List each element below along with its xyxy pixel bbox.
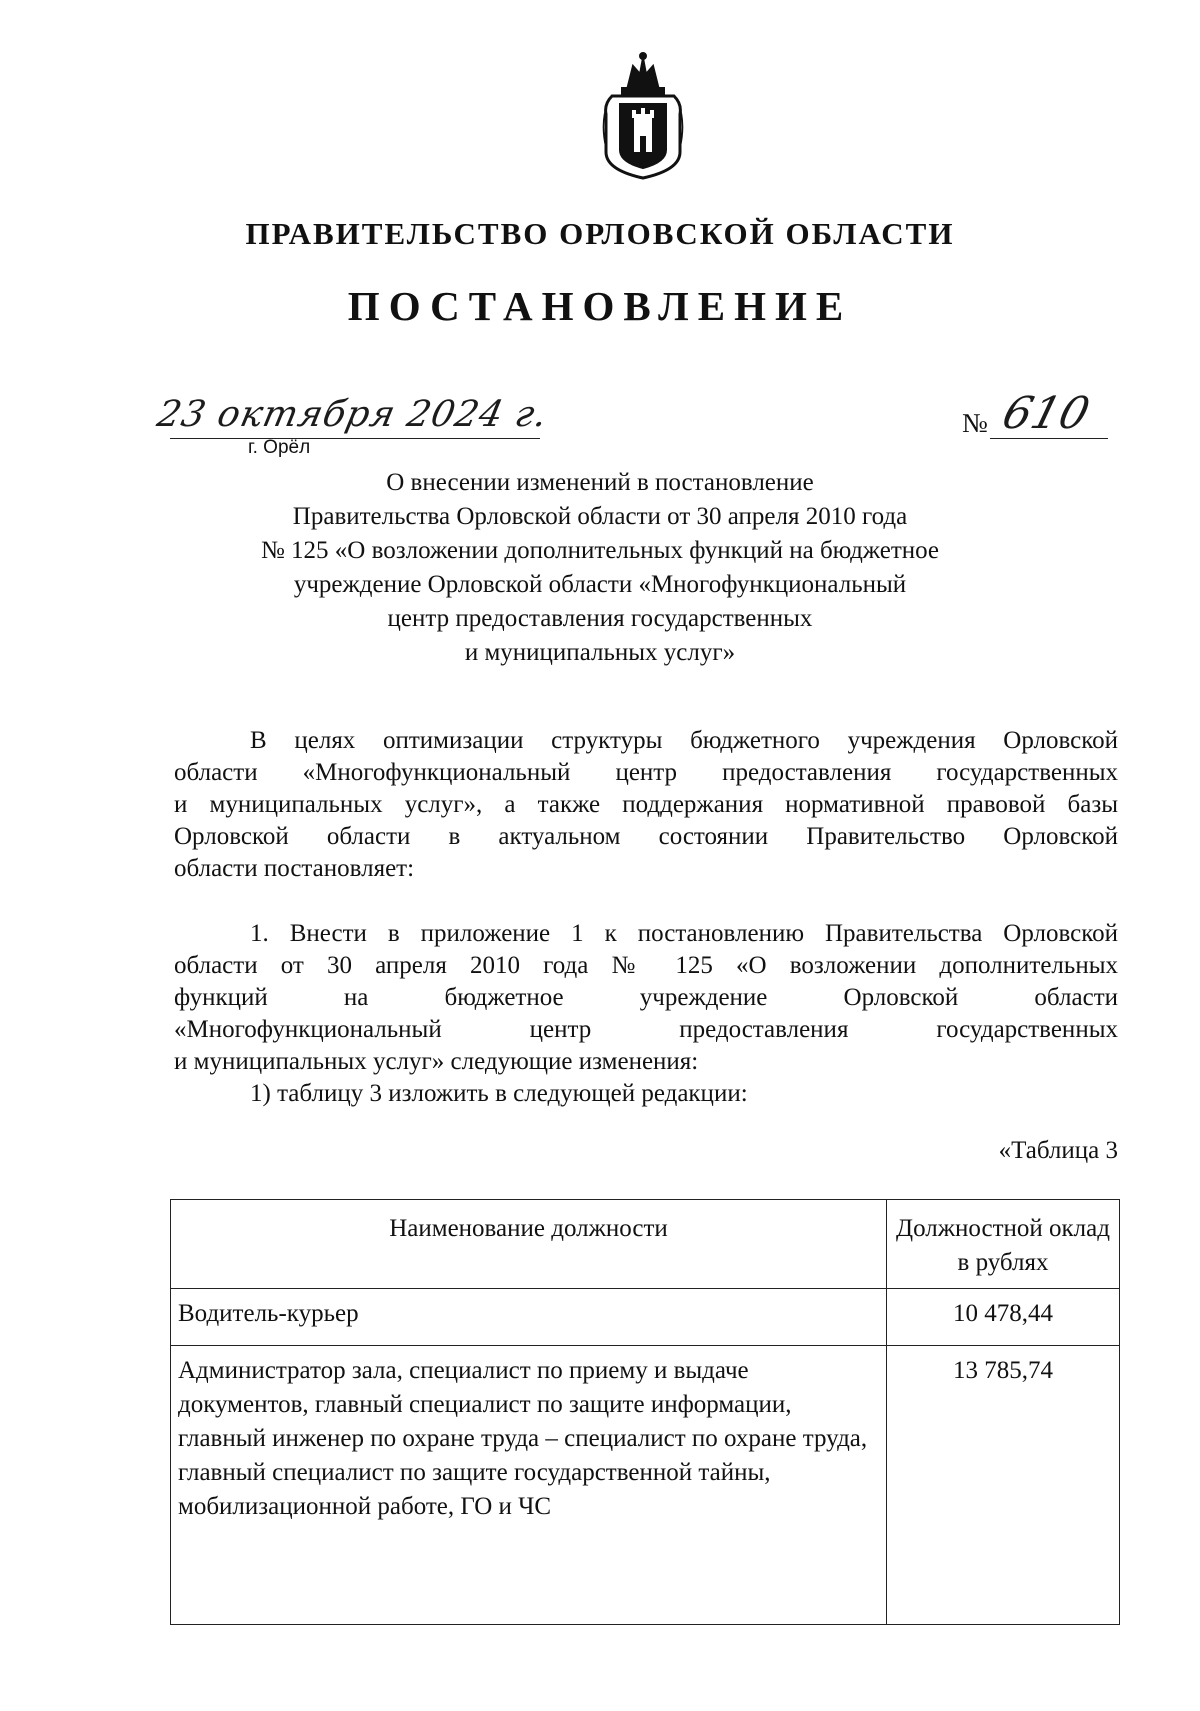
preamble-line: Орловской области в актуальном состоянии Правительство Орловской [174, 823, 1118, 850]
subject-line: центр предоставления государственных [387, 605, 813, 632]
subject-line: № 125 «О возложении дополнительных функций на бюджетное [260, 537, 940, 564]
handwritten-number: 610 [997, 388, 1095, 439]
number-sign: № [962, 408, 988, 438]
table-cell-position: Администратор зала, специалист по приему и выдаче документов, главный специалист по защите информации, главный инженер по охране труда – специалист по охране труда, главный специалист по защите государственной тайны, мобилизационной работе, ГО и ЧС [171, 1346, 887, 1625]
subject-line: Правительства Орловской области от 30 апреля 2010 года [292, 503, 908, 530]
preamble-line: В целях оптимизации структуры бюджетного учреждения Орловской [250, 727, 1118, 754]
table-row [171, 1346, 1120, 1625]
item1-line: 1. Внести в приложение 1 к постановлению Правительства Орловской [250, 920, 1118, 947]
item1-line: области от 30 апреля 2010 года № 125 «О возложении дополнительных [174, 952, 1118, 979]
subject-line: и муниципальных услуг» [464, 639, 736, 666]
table-header-salary: Должностной оклад в рублях [887, 1200, 1120, 1289]
coat-of-arms-icon [598, 52, 688, 180]
city: г. Орёл [248, 437, 311, 458]
table-cell-position: Водитель-курьер [171, 1289, 887, 1346]
table-cell-salary: 13 785,74 [887, 1346, 1120, 1625]
item1-line: функций на бюджетное учреждение Орловской области [174, 984, 1118, 1011]
table-header-row [171, 1200, 1120, 1289]
preamble-line: области постановляет: [174, 855, 415, 882]
preamble-line: области «Многофункциональный центр предоставления государственных [174, 759, 1118, 786]
number-underline [990, 438, 1108, 439]
item1-line: и муниципальных услуг» следующие изменения: [174, 1048, 699, 1075]
organization-title: ПРАВИТЕЛЬСТВО ОРЛОВСКОЙ ОБЛАСТИ [245, 216, 955, 251]
salary-table [170, 1199, 1120, 1625]
document-type-title: ПОСТАНОВЛЕНИЕ [347, 283, 853, 329]
date-underline [170, 438, 540, 439]
table-header-position: Наименование должности [171, 1200, 887, 1289]
document-subject [200, 466, 1000, 670]
table-reference: «Таблица 3 [998, 1137, 1118, 1164]
preamble-line: и муниципальных услуг», а также поддержания нормативной правовой базы [174, 791, 1118, 818]
item1-line: «Многофункциональный центр предоставления государственных [174, 1016, 1118, 1043]
table-row [171, 1289, 1120, 1346]
subject-line: учреждение Орловской области «Многофункциональный [293, 571, 907, 598]
subitem1-line: 1) таблицу 3 изложить в следующей редакции: [250, 1080, 748, 1107]
table-cell-salary: 10 478,44 [887, 1289, 1120, 1346]
subject-line: О внесении изменений в постановление [386, 469, 814, 496]
handwritten-date: 23 октября 2024 г. [153, 394, 552, 435]
